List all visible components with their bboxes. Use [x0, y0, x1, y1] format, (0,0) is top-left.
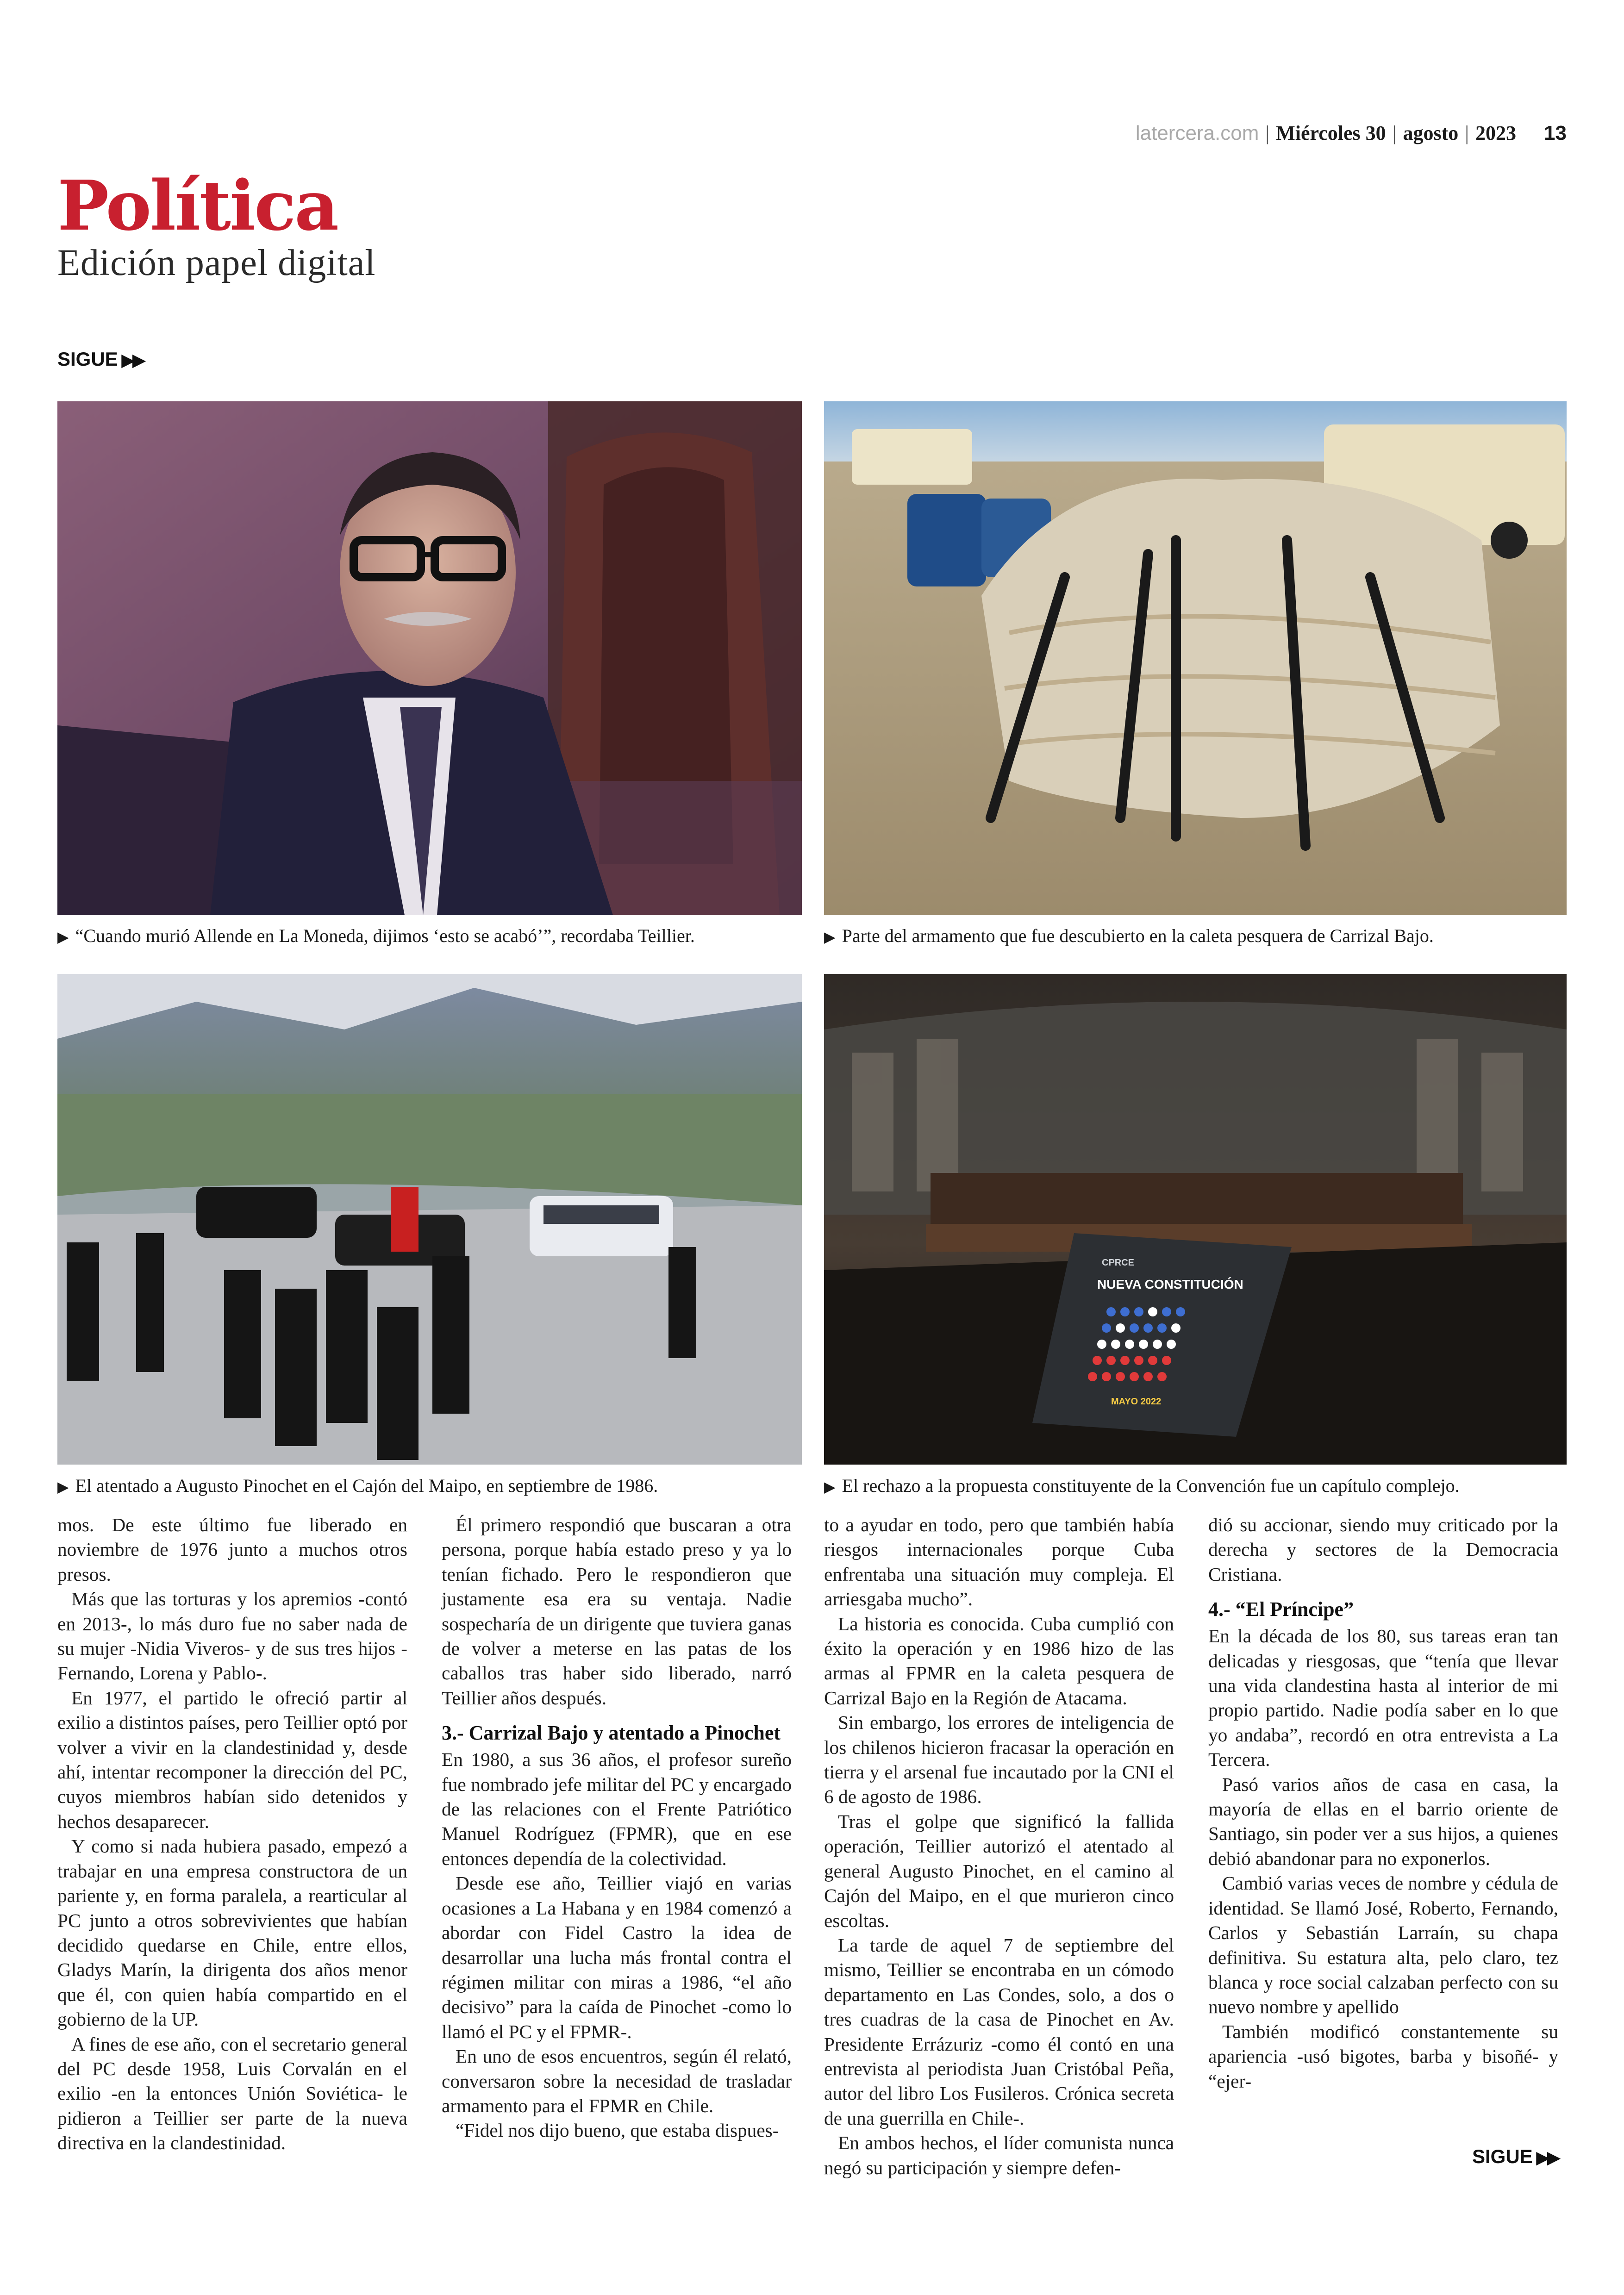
forward-arrows-icon: ▶▶	[1536, 2148, 1559, 2167]
paragraph: También modificó constantemente su apariencia -usó bigotes, barba y bisoñé- y “ejer-	[1208, 2021, 1558, 2092]
forward-arrows-icon: ▶▶	[121, 350, 144, 369]
paragraph: La tarde de aquel 7 de septiembre del mismo, Teillier se encontraba en un cómodo departamento en Las Condes, solo, a dos o tres cuadras de la casa de Pinochet en Av. Presidente Errázuriz -como él contó en una entrevista al periodista Juan Cristóbal Peña, autor del libro Los Fusileros. Crónica secreta de una guerrilla en Chile-.	[824, 1934, 1174, 2129]
paragraph: mos. De este último fue liberado en noviembre de 1976 junto a muchos otros presos.	[57, 1514, 407, 1585]
paragraph: La historia es conocida. Cuba cumplió con éxito la operación y en 1986 hizo de las armas al FPMR en la caleta pesquera de Carrizal Bajo en la Región de Atacama.	[824, 1613, 1174, 1709]
paragraph: Y como si nada hubiera pasado, empezó a trabajar en una empresa constructora de un pariente y, en forma paralela, a rearticular al PC junto a otros sobrevivientes que habían decidido quedarse en Chile, entre ellos, Gladys Marín, la dirigenta dos años menor que él, con quien había compartido en el gobierno de la UP.	[57, 1835, 407, 2030]
sigue-top-link[interactable]: SIGUE ▶▶	[57, 348, 144, 370]
photo-allende	[57, 401, 802, 915]
paragraph: En 1977, el partido le ofreció partir al exilio a distintos países, pero Teillier optó por volver a vivir en la clandestinidad y, desde ahí, intentar recomponer la dirección del PC, cuyos miembros habían sido detenidos y hechos desaparecer.	[57, 1687, 407, 1832]
paragraph: Cambió varias veces de nombre y cédula de identidad. Se llamó José, Roberto, Fernando, Carlos y Sebastián Larraín, su chapa definitiva. Su estatura alta, pelo claro, tez blanca y roce social calzaban perfecto con su nuevo nombre y apellido	[1208, 1872, 1558, 2018]
article-column-4	[1208, 1513, 1558, 2094]
paragraph: En 1980, a sus 36 años, el profesor sureño fue nombrado jefe militar del PC y encargado de las relaciones con el Frente Patriótico Manuel Rodríguez (FPMR), que en ese entonces dependía de la colectividad.	[442, 1749, 792, 1869]
paragraph: Más que las torturas y los apremios -contó en 2013-, lo más duro fue no saber nada de su mujer -Nidia Viveros- y de sus tres hijos -Fernando, Lorena y Pablo-.	[57, 1588, 407, 1684]
paragraph: Desde ese año, Teillier viajó en varias ocasiones a La Habana y en 1984 comenzó a abordar con Fidel Castro la idea de desarrollar una lucha más frontal contra el régimen militar con miras a 1986, “el año decisivo” para la caída de Pinochet -como lo llamó el PC y el FPMR-.	[442, 1872, 792, 2042]
booklet-date: MAYO 2022	[1111, 1397, 1162, 1407]
paragraph: “Fidel nos dijo bueno, que estaba dispues-	[456, 2120, 779, 2141]
paragraph: Él primero respondió que buscaran a otra persona, porque había estado preso y ya lo tenían fichado. Pero le respondieron que justamente esa era su ventaja. Nadie sospecharía de un dirigente que tuviera ganas de volver a meterse en las patas de los caballos tras haber sido liberado, narró Teillier años después.	[442, 1514, 792, 1709]
photo-constitucion	[824, 974, 1567, 1465]
caption-photo-2: ▶ Parte del armamento que fue descubierto en la caleta pesquera de Carrizal Bajo.	[824, 925, 1434, 946]
paragraph: dió su accionar, siendo muy criticado por la derecha y sectores de la Democracia Cristiana.	[1208, 1514, 1558, 1585]
header-day: Miércoles 30	[1276, 122, 1386, 144]
booklet-title: NUEVA CONSTITUCIÓN	[1097, 1277, 1243, 1291]
paragraph: Pasó varios años de casa en casa, la mayoría de ellas en el barrio oriente de Santiago, sin poder ver a sus hijos, a quienes debió abandonar para no exponerlos.	[1208, 1773, 1558, 1869]
article-column-3	[824, 1513, 1174, 2180]
subheading: 4.- “El Príncipe”	[1208, 1598, 1354, 1621]
paragraph: Tras el golpe que significó la fallida operación, Teillier autorizó el atentado al general Augusto Pinochet, en el camino al Cajón del Maipo, en el que murieron cinco escoltas.	[824, 1810, 1174, 1931]
photo-weapons	[824, 401, 1567, 915]
paragraph: Sin embargo, los errores de inteligencia de los chilenos hicieron fracasar la operación en tierra y el arsenal fue incautado por la CNI el 6 de agosto de 1986.	[824, 1712, 1174, 1808]
section-title: Política	[57, 165, 338, 246]
sigue-bottom-link[interactable]: SIGUE ▶▶	[1472, 2145, 1559, 2167]
header-month: agosto	[1403, 122, 1459, 144]
header-year: 2023	[1475, 122, 1517, 144]
caption-photo-1: ▶ “Cuando murió Allende en La Moneda, dijimos ‘esto se acabó’”, recordaba Teillier.	[57, 925, 695, 946]
booklet-top-text: CPRCE	[1102, 1258, 1135, 1268]
photo-atentado	[57, 974, 802, 1465]
site-name[interactable]: latercera.com	[1135, 122, 1259, 144]
play-triangle-icon: ▶	[824, 1478, 836, 1495]
subheading: 3.- Carrizal Bajo y atentado a Pinochet	[442, 1721, 781, 1745]
page-number: 13	[1544, 122, 1567, 144]
paragraph: A fines de ese año, con el secretario general del PC desde 1958, Luis Corvalán en el exilio -en la entonces Unión Soviética- le pidieron a Teillier ser parte de la nueva directiva en la clandestinidad.	[57, 2033, 407, 2154]
paragraph: En uno de esos encuentros, según él relató, conversaron sobre la necesidad de trasladar armamento para el FPMR en Chile.	[442, 2046, 792, 2116]
paragraph: En la década de los 80, sus tareas eran tan delicadas y riesgosas, que “tenía que llevar una vida clandestina hasta al interior de mi propio partido. Nadie podía saber en lo que yo andaba”, recordó en otra entrevista a La Tercera.	[1208, 1625, 1558, 1771]
play-triangle-icon: ▶	[824, 929, 836, 945]
play-triangle-icon: ▶	[57, 929, 69, 945]
article-column-1	[57, 1513, 407, 2156]
article-column-2	[442, 1513, 792, 2143]
caption-photo-3: ▶ El atentado a Augusto Pinochet en el Cajón del Maipo, en septiembre de 1986.	[57, 1475, 658, 1496]
paragraph: to a ayudar en todo, pero que también había riesgos internacionales porque Cuba enfrentaba una situación muy compleja. El arriesgaba mucho”.	[824, 1514, 1174, 1610]
page-header: latercera.com | Miércoles 30 | agosto | 2023 13	[1135, 122, 1567, 144]
paragraph: En ambos hechos, el líder comunista nunca negó su participación y siempre defen-	[824, 2132, 1174, 2178]
caption-photo-4: ▶ El rechazo a la propuesta constituyente de la Convención fue un capítulo complejo.	[824, 1475, 1460, 1496]
play-triangle-icon: ▶	[57, 1478, 69, 1495]
section-subtitle: Edición papel digital	[57, 243, 376, 283]
